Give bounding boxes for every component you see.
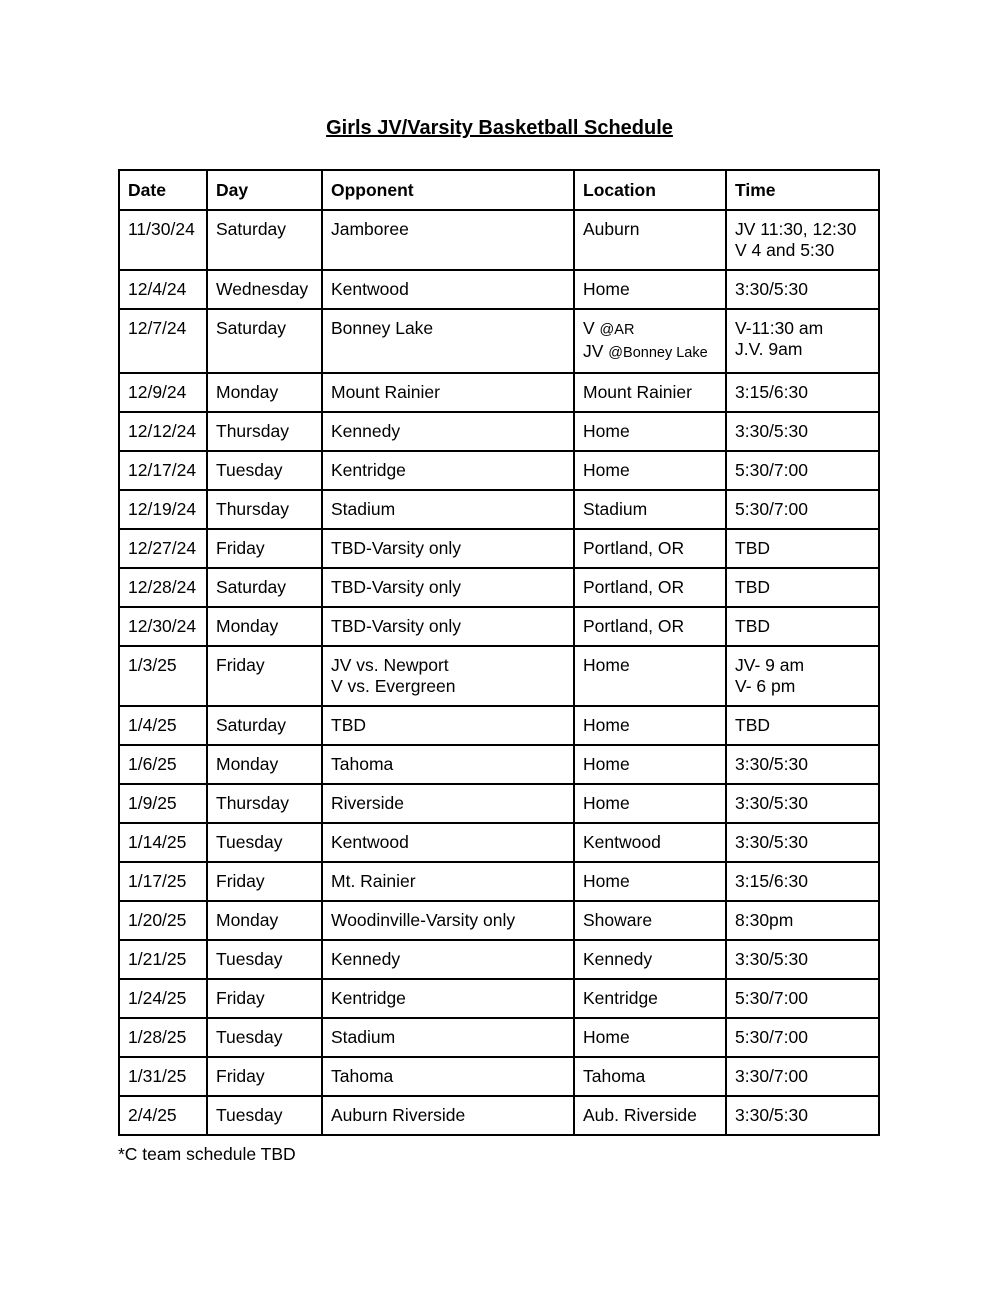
cell-day: Friday: [207, 862, 322, 901]
cell-time: [726, 706, 879, 745]
cell-opponent-line: Auburn Riverside: [331, 1105, 466, 1125]
cell-day: Monday: [207, 901, 322, 940]
cell-date: 2/4/25: [119, 1096, 207, 1135]
table-row: [119, 529, 879, 568]
footnote: *C team schedule TBD: [118, 1144, 296, 1164]
cell-date: 12/12/24: [119, 412, 207, 451]
cell-day: Tuesday: [207, 451, 322, 490]
cell-location-line: Home: [583, 460, 630, 480]
cell-opponent-line: TBD-Varsity only: [331, 616, 461, 636]
cell-date: 1/20/25: [119, 901, 207, 940]
cell-opponent-line: Jamboree: [331, 219, 409, 239]
table-row: [119, 940, 879, 979]
cell-location: [574, 529, 726, 568]
cell-time: [726, 529, 879, 568]
cell-day: Tuesday: [207, 940, 322, 979]
cell-time: [726, 1018, 879, 1057]
cell-opponent-line: Woodinville-Varsity only: [331, 910, 516, 930]
cell-location-line: Portland, OR: [583, 538, 685, 558]
cell-day: Saturday: [207, 568, 322, 607]
cell-date: 12/17/24: [119, 451, 207, 490]
cell-time-line: TBD: [735, 715, 770, 735]
cell-time-line: V 4 and 5:30: [735, 240, 835, 260]
cell-opponent: [322, 901, 574, 940]
cell-opponent: [322, 607, 574, 646]
cell-time-line: V- 6 pm: [735, 676, 796, 696]
cell-location-line: Portland, OR: [583, 577, 685, 597]
cell-opponent-line: Kentridge: [331, 460, 406, 480]
cell-time: [726, 1057, 879, 1096]
header-row: [119, 170, 879, 210]
cell-date: 1/4/25: [119, 706, 207, 745]
cell-opponent: [322, 646, 574, 706]
cell-location-line: Mount Rainier: [583, 382, 692, 402]
cell-location-line: Portland, OR: [583, 616, 685, 636]
cell-day: Monday: [207, 607, 322, 646]
cell-opponent-line: TBD-Varsity only: [331, 577, 461, 597]
cell-opponent-line: Kennedy: [331, 949, 401, 969]
cell-time-line: 5:30/7:00: [735, 460, 808, 480]
cell-location-line: Kentridge: [583, 988, 658, 1008]
cell-opponent: [322, 1057, 574, 1096]
cell-date: 1/3/25: [119, 646, 207, 706]
cell-opponent: [322, 412, 574, 451]
cell-time-line: 3:30/5:30: [735, 754, 808, 774]
cell-day: Friday: [207, 1057, 322, 1096]
cell-location: [574, 210, 726, 270]
table-row: [119, 568, 879, 607]
cell-day: Tuesday: [207, 823, 322, 862]
header-date: Date: [119, 170, 207, 210]
cell-location-line: Kentwood: [583, 832, 661, 852]
cell-time-line: 3:30/5:30: [735, 421, 808, 441]
cell-time-line: TBD: [735, 616, 770, 636]
cell-location: [574, 309, 726, 373]
cell-day: Friday: [207, 529, 322, 568]
cell-time-line: 3:15/6:30: [735, 871, 808, 891]
cell-opponent: [322, 451, 574, 490]
cell-time-line: 3:30/5:30: [735, 279, 808, 299]
table-row: [119, 901, 879, 940]
cell-day: Tuesday: [207, 1096, 322, 1135]
cell-location: [574, 490, 726, 529]
cell-time: [726, 1096, 879, 1135]
cell-opponent: [322, 529, 574, 568]
cell-location: [574, 823, 726, 862]
cell-date: 1/31/25: [119, 1057, 207, 1096]
cell-opponent-line: Tahoma: [331, 754, 394, 774]
cell-date: 1/9/25: [119, 784, 207, 823]
cell-opponent: [322, 210, 574, 270]
cell-location-line: Showare: [583, 910, 653, 930]
cell-time-line: 3:15/6:30: [735, 382, 808, 402]
table-row: [119, 309, 879, 373]
cell-day: Monday: [207, 745, 322, 784]
cell-opponent-line: TBD-Varsity only: [331, 538, 461, 558]
cell-opponent-line: Stadium: [331, 499, 396, 519]
cell-location-line: Stadium: [583, 499, 648, 519]
table-row: [119, 270, 879, 309]
table-row: [119, 1018, 879, 1057]
cell-opponent: [322, 568, 574, 607]
cell-time-line: TBD: [735, 577, 770, 597]
cell-time-line: 3:30/5:30: [735, 793, 808, 813]
cell-location-line: Home: [583, 715, 630, 735]
cell-opponent-line: Bonney Lake: [331, 318, 434, 338]
cell-opponent-line: Mt. Rainier: [331, 871, 416, 891]
table-row: [119, 210, 879, 270]
cell-location-line: Aub. Riverside: [583, 1105, 697, 1125]
cell-date: 12/4/24: [119, 270, 207, 309]
schedule-body: [119, 210, 879, 1135]
cell-opponent: [322, 1096, 574, 1135]
cell-time-line: 3:30/5:30: [735, 1105, 808, 1125]
cell-opponent-line: Stadium: [331, 1027, 396, 1047]
cell-date: 12/9/24: [119, 373, 207, 412]
header-location: Location: [574, 170, 726, 210]
cell-day: Friday: [207, 646, 322, 706]
cell-time: [726, 309, 879, 373]
cell-location-line: JV @Bonney Lake: [583, 341, 708, 361]
cell-date: 12/7/24: [119, 309, 207, 373]
cell-time-line: TBD: [735, 538, 770, 558]
cell-opponent: [322, 270, 574, 309]
cell-day: Thursday: [207, 412, 322, 451]
cell-time: [726, 568, 879, 607]
cell-time-line: V-11:30 am: [735, 318, 824, 338]
cell-location-line: V @AR: [583, 318, 635, 338]
cell-day: Monday: [207, 373, 322, 412]
cell-time-line: JV- 9 am: [735, 655, 805, 675]
table-row: [119, 646, 879, 706]
cell-opponent: [322, 745, 574, 784]
table-row: [119, 706, 879, 745]
cell-location-line: Home: [583, 1027, 630, 1047]
cell-opponent-line: Mount Rainier: [331, 382, 440, 402]
cell-date: 12/19/24: [119, 490, 207, 529]
header-opponent: Opponent: [322, 170, 574, 210]
cell-opponent-line: JV vs. Newport: [331, 655, 449, 675]
table-row: [119, 823, 879, 862]
cell-opponent: [322, 706, 574, 745]
cell-location: [574, 979, 726, 1018]
cell-time: [726, 270, 879, 309]
cell-location-line: Home: [583, 655, 630, 675]
cell-location: [574, 568, 726, 607]
cell-time-line: 5:30/7:00: [735, 499, 808, 519]
cell-location: [574, 412, 726, 451]
table-row: [119, 1096, 879, 1135]
cell-time: [726, 451, 879, 490]
cell-location-line: Home: [583, 421, 630, 441]
cell-date: 1/24/25: [119, 979, 207, 1018]
cell-time: [726, 979, 879, 1018]
table-row: [119, 490, 879, 529]
cell-day: Tuesday: [207, 1018, 322, 1057]
table-row: [119, 373, 879, 412]
cell-location: [574, 451, 726, 490]
cell-time: [726, 373, 879, 412]
cell-location-line: Auburn: [583, 219, 640, 239]
cell-time-line: 8:30pm: [735, 910, 794, 930]
cell-location-line: Home: [583, 871, 630, 891]
cell-date: 12/27/24: [119, 529, 207, 568]
table-row: [119, 607, 879, 646]
cell-day: Wednesday: [207, 270, 322, 309]
cell-opponent-line: TBD: [331, 715, 366, 735]
cell-location: [574, 784, 726, 823]
cell-location-line: Home: [583, 279, 630, 299]
cell-time: [726, 823, 879, 862]
cell-opponent: [322, 490, 574, 529]
cell-time: [726, 940, 879, 979]
cell-day: Thursday: [207, 784, 322, 823]
cell-location: [574, 1057, 726, 1096]
cell-time-line: J.V. 9am: [735, 339, 803, 359]
cell-day: Saturday: [207, 210, 322, 270]
cell-location: [574, 745, 726, 784]
cell-day: Friday: [207, 979, 322, 1018]
cell-date: 12/28/24: [119, 568, 207, 607]
location-venue: @Bonney Lake: [608, 345, 708, 361]
cell-opponent: [322, 1018, 574, 1057]
cell-time-line: 3:30/5:30: [735, 832, 808, 852]
cell-location-line: Home: [583, 793, 630, 813]
table-row: [119, 1057, 879, 1096]
cell-opponent-line: V vs. Evergreen: [331, 676, 456, 696]
cell-location-line: Kennedy: [583, 949, 653, 969]
cell-date: 12/30/24: [119, 607, 207, 646]
table-row: [119, 745, 879, 784]
cell-time: [726, 862, 879, 901]
cell-date: 1/6/25: [119, 745, 207, 784]
cell-location: [574, 901, 726, 940]
cell-location: [574, 373, 726, 412]
table-row: [119, 862, 879, 901]
header-time: Time: [726, 170, 879, 210]
table-row: [119, 451, 879, 490]
cell-opponent-line: Tahoma: [331, 1066, 394, 1086]
cell-opponent: [322, 940, 574, 979]
cell-opponent-line: Riverside: [331, 793, 404, 813]
cell-date: 1/28/25: [119, 1018, 207, 1057]
cell-opponent: [322, 823, 574, 862]
table-row: [119, 979, 879, 1018]
cell-date: 1/17/25: [119, 862, 207, 901]
cell-date: 1/14/25: [119, 823, 207, 862]
cell-time: [726, 901, 879, 940]
cell-time: [726, 607, 879, 646]
cell-opponent: [322, 784, 574, 823]
cell-location: [574, 1096, 726, 1135]
cell-time-line: 5:30/7:00: [735, 988, 808, 1008]
cell-opponent: [322, 979, 574, 1018]
cell-location-line: Home: [583, 754, 630, 774]
cell-opponent: [322, 309, 574, 373]
cell-day: Saturday: [207, 706, 322, 745]
cell-time-line: 3:30/7:00: [735, 1066, 808, 1086]
cell-date: 1/21/25: [119, 940, 207, 979]
cell-location-line: Tahoma: [583, 1066, 646, 1086]
cell-opponent: [322, 373, 574, 412]
cell-day: Saturday: [207, 309, 322, 373]
cell-time: [726, 784, 879, 823]
cell-opponent-line: Kentwood: [331, 279, 409, 299]
page-title: Girls JV/Varsity Basketball Schedule: [326, 117, 673, 139]
cell-opponent-line: Kennedy: [331, 421, 401, 441]
table-row: [119, 412, 879, 451]
cell-opponent: [322, 862, 574, 901]
cell-opponent-line: Kentridge: [331, 988, 406, 1008]
cell-time: [726, 412, 879, 451]
header-day: Day: [207, 170, 322, 210]
cell-location: [574, 607, 726, 646]
schedule-table: [118, 169, 880, 1136]
cell-time-line: JV 11:30, 12:30: [735, 219, 857, 239]
cell-time: [726, 210, 879, 270]
cell-location: [574, 646, 726, 706]
cell-time-line: 3:30/5:30: [735, 949, 808, 969]
cell-time: [726, 745, 879, 784]
location-venue: @AR: [599, 322, 635, 338]
cell-day: Thursday: [207, 490, 322, 529]
cell-location: [574, 1018, 726, 1057]
cell-time-line: 5:30/7:00: [735, 1027, 808, 1047]
cell-time: [726, 646, 879, 706]
cell-time: [726, 490, 879, 529]
cell-date: 11/30/24: [119, 210, 207, 270]
cell-location: [574, 706, 726, 745]
cell-location: [574, 862, 726, 901]
cell-opponent-line: Kentwood: [331, 832, 409, 852]
cell-location: [574, 940, 726, 979]
table-row: [119, 784, 879, 823]
cell-location: [574, 270, 726, 309]
